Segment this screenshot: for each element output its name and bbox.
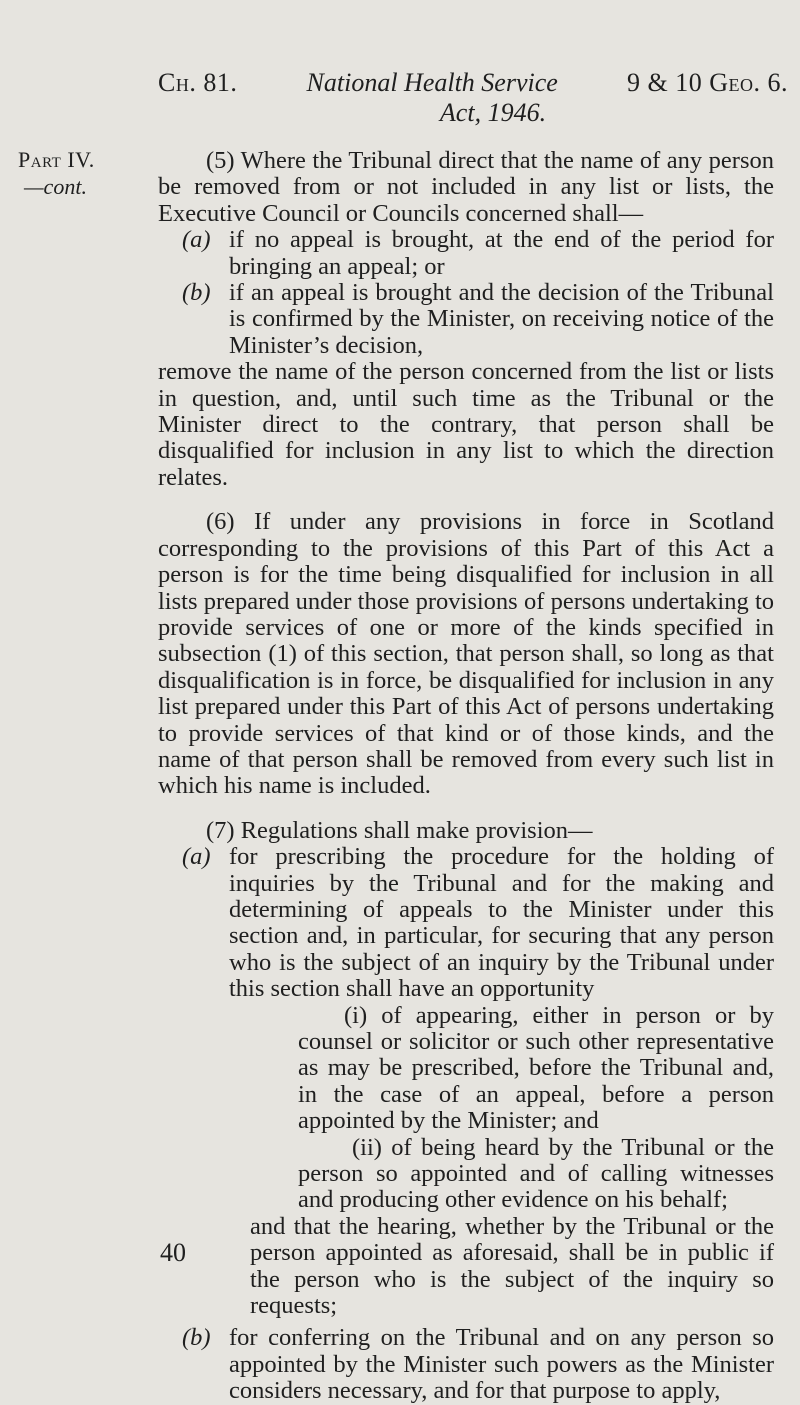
subsection-5-close: remove the name of the person concerned from the list or lists in question, and, until such time as the Tribunal or the Minister direct to the contrary, that person shall be disqualified for inclusion in any list to which the direction relates. <box>158 358 774 491</box>
margin-cont: —cont. <box>24 174 87 199</box>
section-body <box>158 148 774 1405</box>
header-act-year: Act, 1946. <box>439 98 547 127</box>
item-label: (a) <box>182 226 211 254</box>
item-text: for prescribing the procedure for the holding of inquiries by the Tribunal and for the making and determining of appeals to the Minister under this section and, in particular, for securing that any person who is the subject of an inquiry by the Tribunal under this section shall have an opportunity <box>229 843 774 1003</box>
subsection-7-b <box>158 1325 774 1404</box>
margin-part-label <box>18 146 118 200</box>
subsection-7-a-close: and that the hearing, whether by the Tribunal or the person appointed as aforesaid, shall be in public if the person who is the subject of the inquiry so requests; <box>250 1212 774 1320</box>
item-label: (a) <box>182 843 211 871</box>
subsection-7-intro: (7) Regulations shall make provision— <box>206 816 593 844</box>
subsection-7-a-ii: (ii) of being heard by the Tribunal or the person so appointed and of calling witnesses and producing other evidence on his behalf; <box>298 1133 774 1214</box>
subsection-5-b <box>158 280 774 359</box>
subsection-6: (6) If under any provisions in force in Scotland corresponding to the provisions of this Part of this Act a person is for the time being disqualified for inclusion in all lists prepared under those provisions of persons undertaking to provide services of one or more of the kinds specified in subsection (1) of this section, that person shall, so long as that disqualification is in force, be disqualified for inclusion in any list prepared under this Part of this Act of persons undertaking to provide services of that kind or of those kinds, and the name of that person shall be removed from every such list in which his name is included. <box>158 508 774 800</box>
item-text: if no appeal is brought, at the end of the period for bringing an appeal; or <box>229 226 774 280</box>
page-number: 40 <box>160 1238 186 1267</box>
subsection-5-intro: (5) Where the Tribunal direct that the name of any person be removed from or not included in any list or lists, the Executive Council or Councils concerned shall— <box>158 147 774 227</box>
running-header <box>158 68 788 128</box>
item-label: (b) <box>182 279 211 307</box>
subsection-7-a-i: (i) of appearing, either in person or by counsel or solicitor or such other representative as may be prescribed, before the Tribunal and, in the case of an appeal, before a person appointed by the Minister; and <box>298 1001 774 1135</box>
subsection-5-a <box>158 227 774 280</box>
header-title: National Health Service <box>306 68 558 97</box>
header-chapter: Ch. 81. <box>158 68 238 97</box>
margin-part: Part IV. <box>18 147 95 172</box>
item-text: if an appeal is brought and the decision of the Tribunal is confirmed by the Minister, on receiving notice of the Minister’s decision, <box>229 279 774 359</box>
item-text: for conferring on the Tribunal and on any person so appointed by the Minister such powers as the Minister considers necessary, and for that purpose to apply, <box>229 1324 774 1405</box>
item-label: (b) <box>182 1324 211 1352</box>
subsection-7-a <box>158 844 774 1002</box>
header-regnal: 9 & 10 Geo. 6. <box>627 68 788 97</box>
